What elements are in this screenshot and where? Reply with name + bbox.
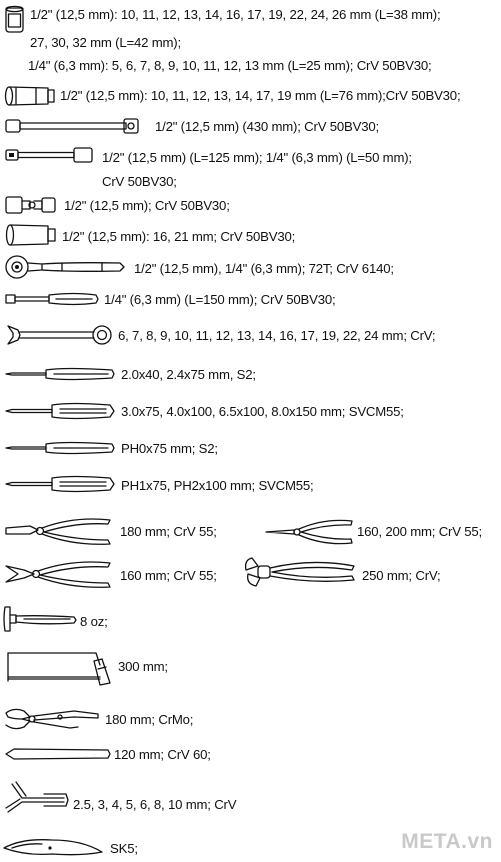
spinner-handle-icon	[4, 289, 100, 309]
socket-icon	[4, 5, 26, 35]
combination-wrench-icon	[4, 322, 114, 348]
item-text-line: 250 mm; CrV;	[362, 568, 441, 583]
hex-key-icon	[4, 780, 70, 818]
item-text-line: 300 mm;	[118, 659, 168, 674]
side-cutter-icon	[4, 556, 112, 592]
screwdriver-icon	[4, 400, 116, 422]
extension-bar-icon	[4, 145, 96, 165]
screwdriver-icon	[4, 438, 116, 458]
item-text-line: 1/2" (12,5 mm); CrV 50BV30;	[64, 198, 230, 213]
item-text-line: 120 mm; CrV 60;	[114, 747, 211, 762]
item-text-line: PH0x75 mm; S2;	[121, 441, 218, 456]
item-text-line: 3.0x75, 4.0x100, 6.5x100, 8.0x150 mm; SVCM55;	[121, 404, 404, 419]
item-text-line: 1/2" (12,5 mm): 10, 11, 12, 13, 14, 17, 19 mm (L=76 mm);CrV 50BV30;	[60, 88, 461, 103]
item-text-line: 6, 7, 8, 9, 10, 11, 12, 13, 14, 16, 17, 19, 22, 24 mm; CrV;	[118, 328, 436, 343]
item-text-line: 1/2" (12,5 mm), 1/4" (6,3 mm); 72T; CrV 6140;	[134, 261, 394, 276]
universal-joint-icon	[4, 193, 58, 217]
screwdriver-icon	[4, 473, 116, 495]
item-text-line: 180 mm; CrMo;	[105, 712, 194, 727]
watermark-logo: META.vn	[401, 830, 493, 853]
hammer-icon	[2, 603, 78, 635]
item-text-line: 1/2" (12,5 mm): 10, 11, 12, 13, 14, 16, 17, 19, 22, 24, 26 mm (L=38 mm);	[30, 7, 441, 22]
deep-socket-icon	[4, 84, 56, 108]
breaker-bar-icon	[4, 116, 140, 136]
ratchet-icon	[2, 254, 128, 280]
item-text-line: 1/2" (12,5 mm): 16, 21 mm; CrV 50BV30;	[62, 229, 296, 244]
water-pump-pliers-icon	[242, 554, 358, 590]
item-text-line: 8 oz;	[80, 614, 108, 629]
screwdriver-icon	[4, 364, 116, 384]
item-text-line: 160 mm; CrV 55;	[120, 568, 217, 583]
item-text-line: CrV 50BV30;	[102, 174, 177, 189]
item-text-line: 27, 30, 32 mm (L=42 mm);	[30, 35, 181, 50]
hacksaw-icon	[4, 645, 112, 687]
locking-pliers-icon	[4, 703, 102, 735]
item-text-line: 1/4" (6,3 mm) (L=150 mm); CrV 50BV30;	[104, 292, 336, 307]
item-text-line: 1/2" (12,5 mm) (L=125 mm); 1/4" (6,3 mm) (L=50 mm);	[102, 150, 412, 165]
combination-pliers-icon	[4, 514, 112, 550]
spark-plug-socket-icon	[4, 222, 58, 248]
chisel-icon	[4, 746, 112, 762]
item-text-line: 1/4" (6,3 mm): 5, 6, 7, 8, 9, 10, 11, 12, 13 mm (L=25 mm); CrV 50BV30;	[28, 58, 432, 73]
item-text-line: PH1x75, PH2x100 mm; SVCM55;	[121, 478, 314, 493]
long-nose-pliers-icon	[264, 516, 354, 548]
item-text-line: 160, 200 mm; CrV 55;	[357, 524, 483, 539]
item-text-line: 180 mm; CrV 55;	[120, 524, 217, 539]
item-text-line: 2.5, 3, 4, 5, 6, 8, 10 mm; CrV	[73, 797, 237, 812]
utility-knife-icon	[2, 834, 104, 862]
item-text-line: 2.0x40, 2.4x75 mm, S2;	[121, 367, 256, 382]
item-text-line: 1/2" (12,5 mm) (430 mm); CrV 50BV30;	[155, 119, 379, 134]
item-text-line: SK5;	[110, 841, 138, 856]
